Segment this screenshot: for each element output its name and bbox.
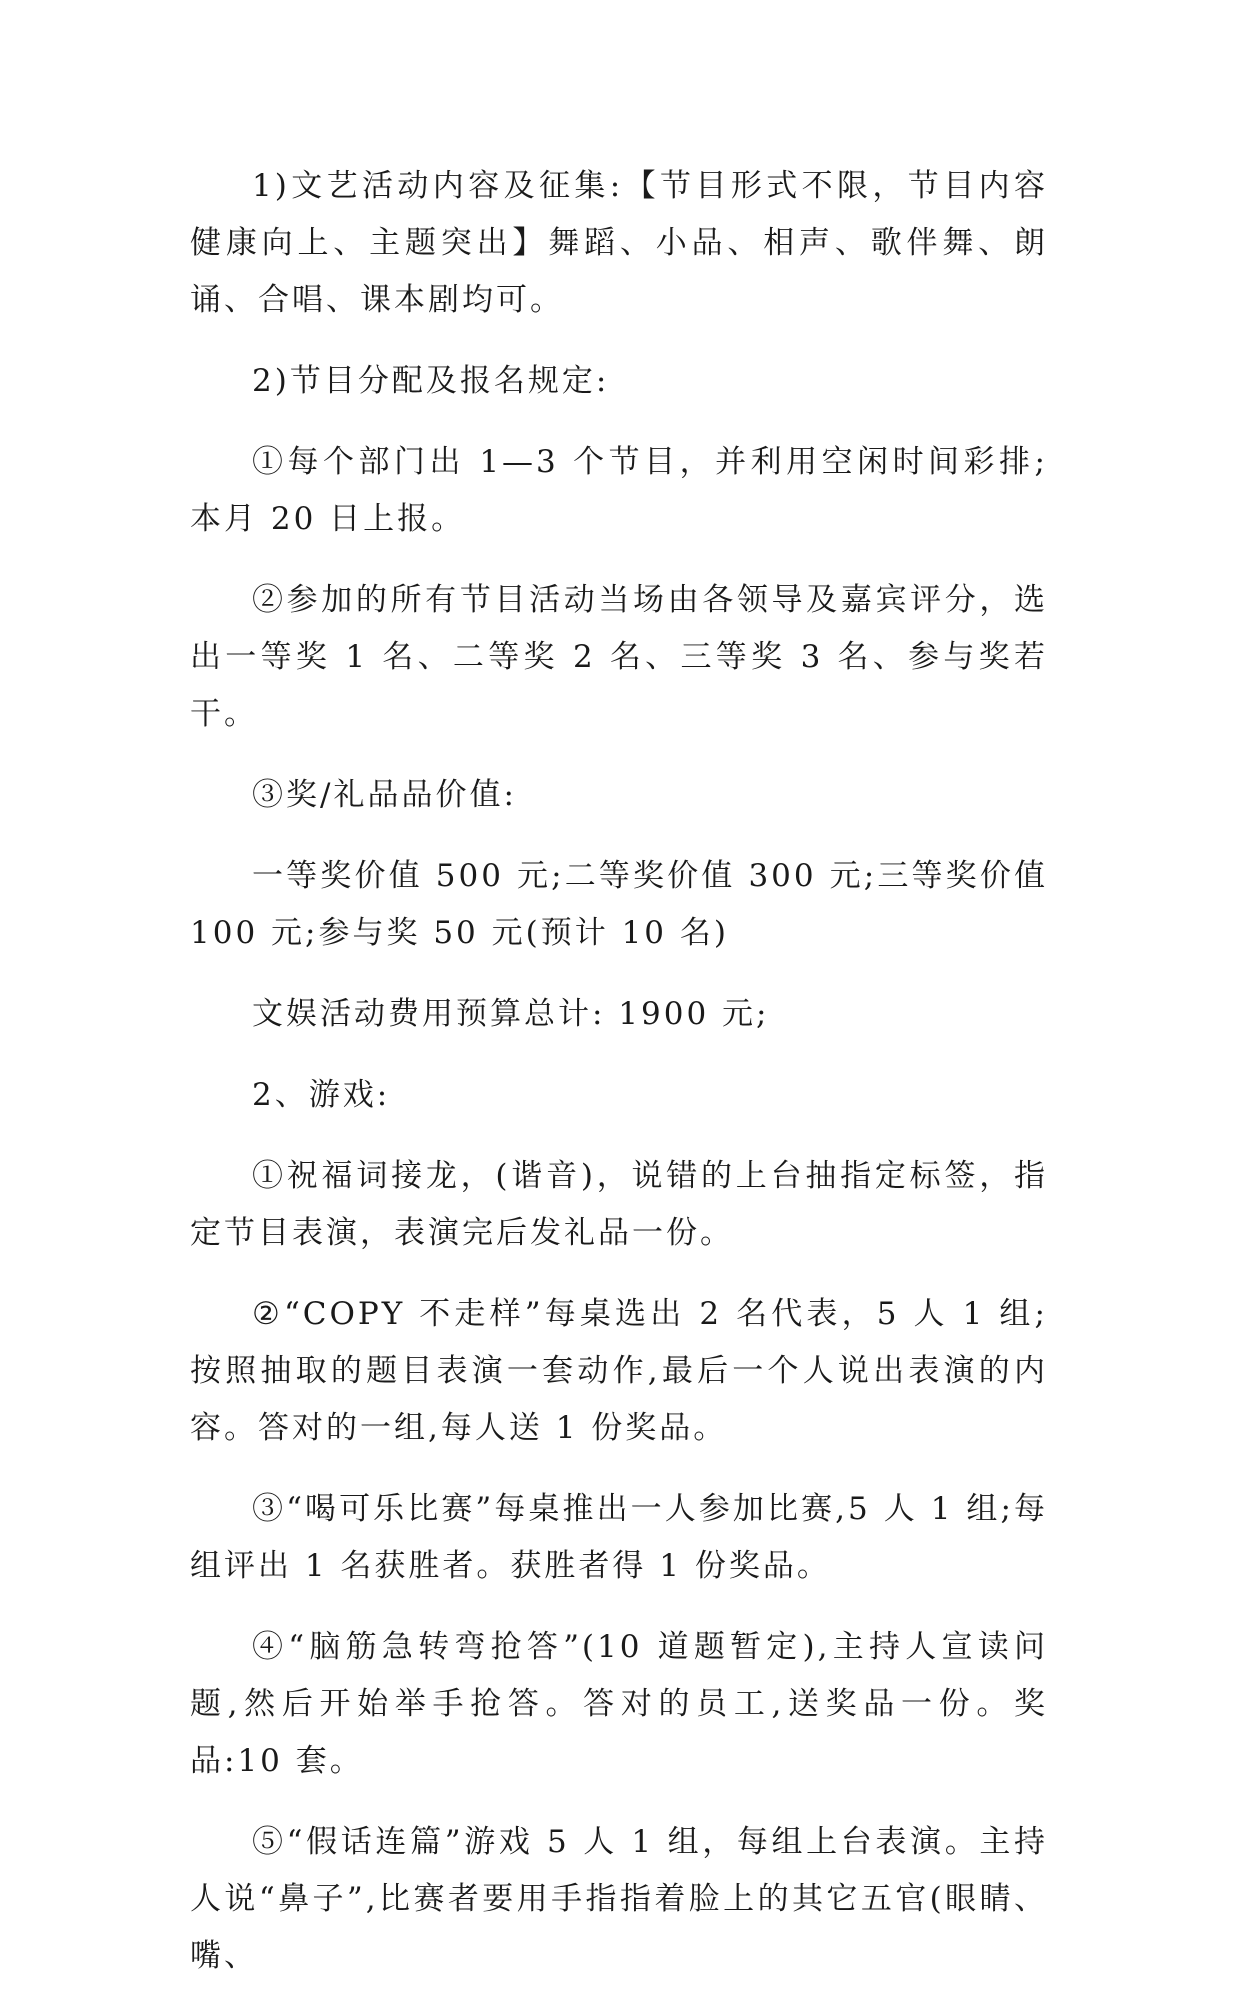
paragraph-games-heading: 2、游戏:: [252, 1077, 391, 1113]
paragraph-game-3: ③“喝可乐比赛”每桌推出一人参加比赛,5 人 1 组;每组评出 1 名获胜者。获胜者得 1 份奖品。: [190, 1491, 1048, 1584]
paragraph-game-1: ①祝福词接龙，(谐音)，说错的上台抽指定标签，指定节目表演，表演完后发礼品一份。: [190, 1158, 1048, 1251]
paragraph-budget-total: 文娱活动费用预算总计: 1900 元;: [252, 996, 770, 1032]
paragraph-prize-values: 一等奖价值 500 元;二等奖价值 300 元;三等奖价值 100 元;参与奖 50 元(预计 10 名): [190, 858, 1048, 951]
paragraph-arts-content: 1)文艺活动内容及征集:【节目形式不限，节目内容健康向上、主题突出】舞蹈、小品、相声、歌伴舞、朗诵、合唱、课本剧均可。: [190, 168, 1048, 318]
paragraph-rule-3-heading: ③奖/礼品品价值:: [252, 777, 517, 813]
document-page: [190, 158, 1048, 2009]
paragraph-game-4: ④“脑筋急转弯抢答”(10 道题暂定),主持人宣读问题,然后开始举手抢答。答对的员工,送奖品一份。奖品:10 套。: [190, 1629, 1048, 1779]
paragraph-game-5: ⑤“假话连篇”游戏 5 人 1 组，每组上台表演。主持人说“鼻子”,比赛者要用手指指着脸上的其它五官(眼睛、嘴、: [190, 1824, 1048, 1974]
paragraph-game-2: ②“COPY 不走样”每桌选出 2 名代表，5 人 1 组;按照抽取的题目表演一套动作,最后一个人说出表演的内容。答对的一组,每人送 1 份奖品。: [190, 1296, 1048, 1446]
paragraph-rule-2: ②参加的所有节目活动当场由各领导及嘉宾评分，选出一等奖 1 名、二等奖 2 名、三等奖 3 名、参与奖若干。: [190, 582, 1048, 732]
paragraph-rule-1: ①每个部门出 1—3 个节目，并利用空闲时间彩排;本月 20 日上报。: [190, 444, 1048, 537]
paragraph-program-rules-heading: 2)节目分配及报名规定:: [252, 363, 610, 399]
